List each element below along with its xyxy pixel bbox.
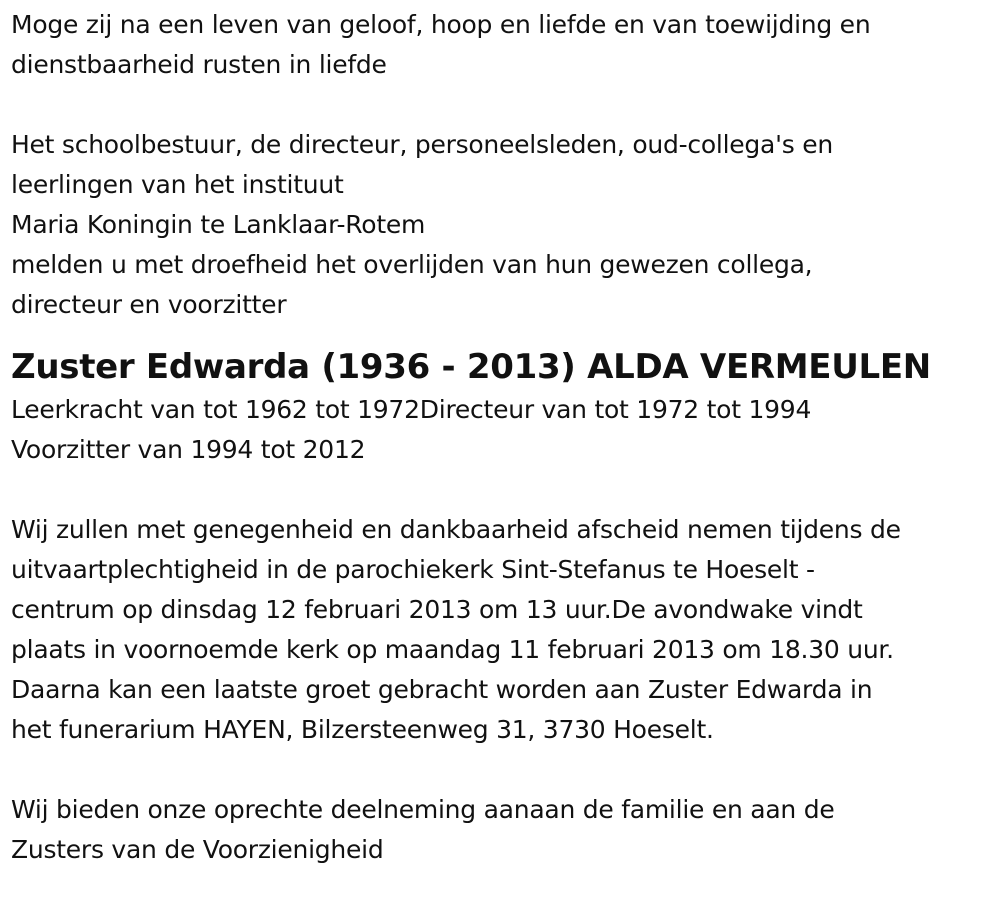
ceremony-line-6: het funerarium HAYEN, Bilzersteenweg 31, 3730 Hoeselt.	[11, 715, 714, 744]
role-chair: Voorzitter van 1994 tot 2012	[11, 435, 366, 464]
announcement-line-2: leerlingen van het instituut	[11, 170, 344, 199]
announcement-line-4: melden u met droefheid het overlijden van hun gewezen collega,	[11, 250, 813, 279]
ceremony-line-5: Daarna kan een laatste groet gebracht worden aan Zuster Edwarda in	[11, 675, 873, 704]
career-line-1	[11, 390, 991, 430]
intro-line-2: dienstbaarheid rusten in liefde	[11, 50, 387, 79]
paragraph-spacer	[11, 470, 991, 510]
obituary-document	[11, 0, 991, 870]
announcement-line-1: Het schoolbestuur, de directeur, personeelsleden, oud-collega's en	[11, 130, 833, 159]
paragraph-spacer	[11, 750, 991, 790]
condolence-line-2: Zusters van de Voorzienigheid	[11, 835, 384, 864]
ceremony-line-3: centrum op dinsdag 12 februari 2013 om 13 uur.De avondwake vindt	[11, 595, 863, 624]
paragraph-spacer	[11, 85, 991, 125]
role-teacher: Leerkracht van tot 1962 tot 1972	[11, 395, 420, 424]
ceremony-line-1: Wij zullen met genegenheid en dankbaarheid afscheid nemen tijdens de	[11, 515, 901, 544]
announcement-line-5: directeur en voorzitter	[11, 290, 287, 319]
role-director: Directeur van tot 1972 tot 1994	[419, 395, 812, 424]
intro-line-1: Moge zij na een leven van geloof, hoop en liefde en van toewijding en	[11, 10, 871, 39]
ceremony-line-2: uitvaartplechtigheid in de parochiekerk Sint-Stefanus te Hoeselt -	[11, 555, 815, 584]
ceremony-line-4: plaats in voornoemde kerk op maandag 11 februari 2013 om 18.30 uur.	[11, 635, 894, 664]
condolence-line-1: Wij bieden onze oprechte deelneming aanaan de familie en aan de	[11, 795, 835, 824]
institute-name: Maria Koningin te Lanklaar-Rotem	[11, 210, 426, 239]
deceased-name-heading: Zuster Edwarda (1936 - 2013) ALDA VERMEULEN	[11, 347, 931, 387]
